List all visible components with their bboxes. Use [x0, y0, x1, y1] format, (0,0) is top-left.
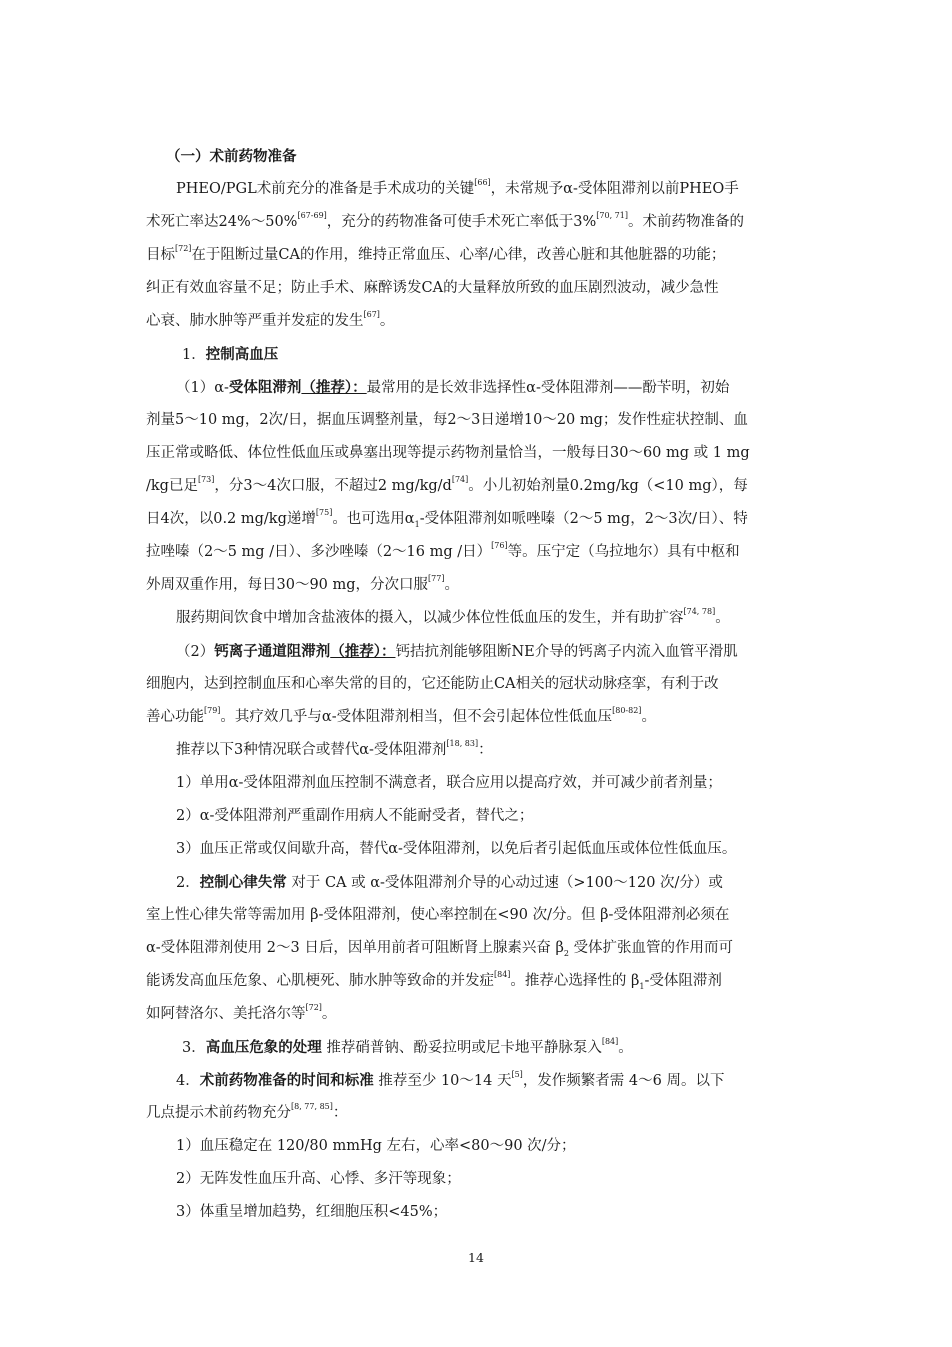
citation-ref: [84]	[494, 970, 511, 980]
text-span: 室上性心律失常等需加用 β-受体阻滞剂，使心率控制在<90 次/分。但 β-受体阻滞剂必须在	[146, 907, 730, 923]
text-line	[146, 635, 810, 668]
text-span: 剂量5～10 mg，2次/日，据血压调整剂量，每2～3日递增10～20 mg；发作性症状控制、血	[146, 412, 748, 428]
section-title: （一）术前药物准备	[166, 148, 297, 165]
text-span: ，充分的药物准备可使手术死亡率低于3%	[326, 214, 597, 230]
subscript: 2	[563, 948, 569, 958]
text-span: ，发作频繁者需 4～6 周。以下	[522, 1073, 725, 1089]
text-line	[146, 833, 810, 866]
text-span: 。	[379, 313, 395, 329]
text-line	[146, 305, 810, 338]
text-line	[146, 1130, 810, 1163]
citation-ref: [77]	[428, 574, 445, 584]
text-line	[146, 371, 810, 404]
subscript: 1	[639, 981, 645, 991]
text-line	[146, 965, 810, 998]
bold-text: （推荐）：	[330, 643, 396, 660]
text-line	[146, 800, 810, 833]
text-span: 等。压宁定（乌拉地尔）具有中枢和	[507, 544, 740, 560]
text-span: 。也可选用α	[332, 511, 415, 527]
text-span: /kg已足	[146, 478, 198, 494]
text-span: 对于 CA 或 α-受体阻滞剂介导的心动过速（>100～120 次/分）或	[286, 875, 723, 891]
text-span: 1）血压稳定在 120/80 mmHg 左右，心率<80～90 次/分；	[176, 1138, 576, 1154]
text-span: 1．	[182, 347, 206, 363]
text-line	[146, 239, 810, 272]
citation-ref: [67]	[363, 310, 380, 320]
text-span: -受体阻滞剂如哌唑嗪（2～5 mg，2～3次/日）、特	[419, 511, 748, 527]
text-span: ：	[478, 742, 493, 758]
text-span: 。	[618, 1040, 633, 1056]
bold-text: 控制心律失常	[199, 874, 287, 891]
bold-text: 控制高血压	[205, 346, 279, 363]
text-line	[146, 173, 810, 206]
text-span: PHEO/PGL术前充分的准备是手术成功的关键	[176, 181, 475, 197]
text-span: 心衰、肺水肿等严重并发症的发生	[146, 313, 364, 329]
citation-ref: [74]	[451, 475, 469, 485]
bold-text: 术前药物准备的时间和标准	[199, 1072, 374, 1089]
citation-ref: [72]	[305, 1003, 322, 1013]
text-span: （2）	[176, 644, 215, 660]
text-span: 善心功能	[146, 709, 204, 725]
text-span: α-受体阻滞剂使用 2～3 日后，因单用前者可阻断肾上腺素兴奋 β	[146, 940, 564, 956]
text-line	[146, 1097, 810, 1130]
text-span: ：	[332, 1105, 348, 1121]
text-line	[146, 1163, 810, 1196]
citation-ref: [80-82]	[612, 706, 642, 716]
citation-ref: [66]	[474, 178, 491, 188]
text-line	[146, 866, 810, 899]
text-span: 。	[444, 577, 459, 593]
document-body	[146, 140, 810, 1229]
text-span: 4．	[176, 1073, 200, 1089]
bold-text: 钙离子通道阻滞剂	[214, 643, 331, 660]
citation-ref: [18, 83]	[446, 739, 479, 749]
text-span: 推荐硝普钠、酚妥拉明或尼卡地平静脉泵入	[321, 1040, 602, 1056]
text-span: 目标	[146, 247, 175, 263]
text-line	[146, 668, 810, 701]
text-span: 细胞内，达到控制血压和心率失常的目的，它还能防止CA相关的冠状动脉痉挛，有利于改	[146, 676, 719, 692]
text-line	[146, 767, 810, 800]
text-span: 能诱发高血压危象、心肌梗死、肺水肿等致命的并发症	[146, 973, 494, 989]
text-span: 外周双重作用，每日30～90 mg，分次口服	[146, 577, 429, 593]
text-line	[146, 998, 810, 1031]
text-span: （1）α-	[176, 380, 229, 396]
text-line	[146, 734, 810, 767]
text-line	[146, 206, 810, 239]
text-span: 术死亡率达24%～50%	[146, 214, 298, 230]
text-line	[146, 338, 810, 371]
citation-ref: [72]	[175, 244, 192, 254]
text-span: 几点提示术前药物充分	[146, 1105, 291, 1121]
text-span: 2．	[176, 875, 200, 891]
text-span: 3）血压正常或仅间歇升高，替代α-受体阻滞剂，以免后者引起低血压或体位性低血压。	[176, 841, 737, 857]
subscript: 1	[414, 519, 420, 529]
text-line	[146, 1064, 810, 1097]
citation-ref: [74, 78]	[683, 607, 716, 617]
text-span: 推荐以下3种情况联合或替代α-受体阻滞剂	[176, 742, 447, 758]
text-span: ，分3～4次口服，不超过2 mg/kg/d	[214, 478, 452, 494]
citation-ref: [75]	[315, 508, 333, 518]
text-span: 服药期间饮食中增加含盐液体的摄入，以减少体位性低血压的发生，并有助扩容	[176, 610, 684, 626]
text-line	[146, 932, 810, 965]
text-line	[146, 1196, 810, 1229]
paragraph-lines	[146, 173, 810, 1229]
text-span: 拉唑嗪（2～5 mg /日）、多沙唑嗪（2～16 mg /日）	[146, 544, 492, 560]
text-line	[146, 470, 810, 503]
text-line	[146, 437, 810, 470]
text-span: 在于阻断过量CA的作用，维持正常血压、心率/心律，改善心脏和其他脏器的功能；	[191, 247, 726, 263]
text-span: 日4次，以0.2 mg/kg递增	[146, 511, 316, 527]
text-line	[146, 272, 810, 305]
text-line	[146, 569, 810, 602]
text-span: 2）无阵发性血压升高、心悸、多汗等现象；	[176, 1171, 461, 1187]
text-span: ，未常规予α-受体阻滞剂以前PHEO手	[490, 181, 739, 197]
text-line	[146, 404, 810, 437]
text-span: 。	[715, 610, 730, 626]
bold-text: 受体阻滞剂	[228, 379, 302, 396]
citation-ref: [70, 71]	[596, 211, 628, 221]
bold-text: （推荐）：	[301, 379, 367, 396]
text-span: 2）α-受体阻滞剂严重副作用病人不能耐受者，替代之；	[176, 808, 534, 824]
text-span: 。其疗效几乎与α-受体阻滞剂相当，但不会引起体位性低血压	[220, 709, 613, 725]
text-line	[146, 899, 810, 932]
text-line	[146, 1031, 810, 1064]
text-span: -受体阻滞剂	[644, 973, 722, 989]
text-span: 。	[641, 709, 656, 725]
text-span: 3）体重呈增加趋势，红细胞压积<45%；	[176, 1204, 448, 1220]
text-span: 钙拮抗剂能够阻断NE介导的钙离子内流入血管平滑肌	[395, 644, 738, 660]
citation-ref: [76]	[491, 541, 508, 551]
text-span: 。推荐心选择性的 β	[510, 973, 640, 989]
text-span: 3．	[182, 1040, 206, 1056]
page-number: 14	[468, 1250, 484, 1265]
text-span: 压正常或略低、体位性低血压或鼻塞出现等提示药物剂量恰当，一般每日30～60 mg 或 1 mg	[146, 445, 750, 461]
citation-ref: [67-69]	[297, 211, 327, 221]
citation-ref: [5]	[511, 1070, 523, 1080]
citation-ref: [79]	[204, 706, 221, 716]
bold-text: 高血压危象的处理	[205, 1039, 322, 1056]
text-line	[146, 701, 810, 734]
citation-ref: [8, 77, 85]	[291, 1102, 333, 1112]
text-span: 。	[321, 1006, 337, 1022]
text-line	[146, 602, 810, 635]
citation-ref: [73]	[197, 475, 215, 485]
text-span: 纠正有效血容量不足；防止手术、麻醉诱发CA的大量释放所致的血压剧烈波动，减少急性	[146, 280, 719, 296]
text-span: 如阿替洛尔、美托洛尔等	[146, 1006, 306, 1022]
text-span: 。术前药物准备的	[627, 214, 744, 230]
text-line	[146, 536, 810, 569]
text-span: 最常用的是长效非选择性α-受体阻滞剂——酚苄明，初始	[366, 380, 730, 396]
text-span: 推荐至少 10～14 天	[373, 1073, 512, 1089]
citation-ref: [84]	[601, 1037, 619, 1047]
text-line	[146, 503, 810, 536]
text-span: 1）单用α-受体阻滞剂血压控制不满意者，联合应用以提高疗效，并可减少前者剂量；	[176, 775, 722, 791]
text-span: 。小儿初始剂量0.2mg/kg（<10 mg），每	[468, 478, 748, 494]
text-span: 受体扩张血管的作用而可	[568, 940, 734, 956]
